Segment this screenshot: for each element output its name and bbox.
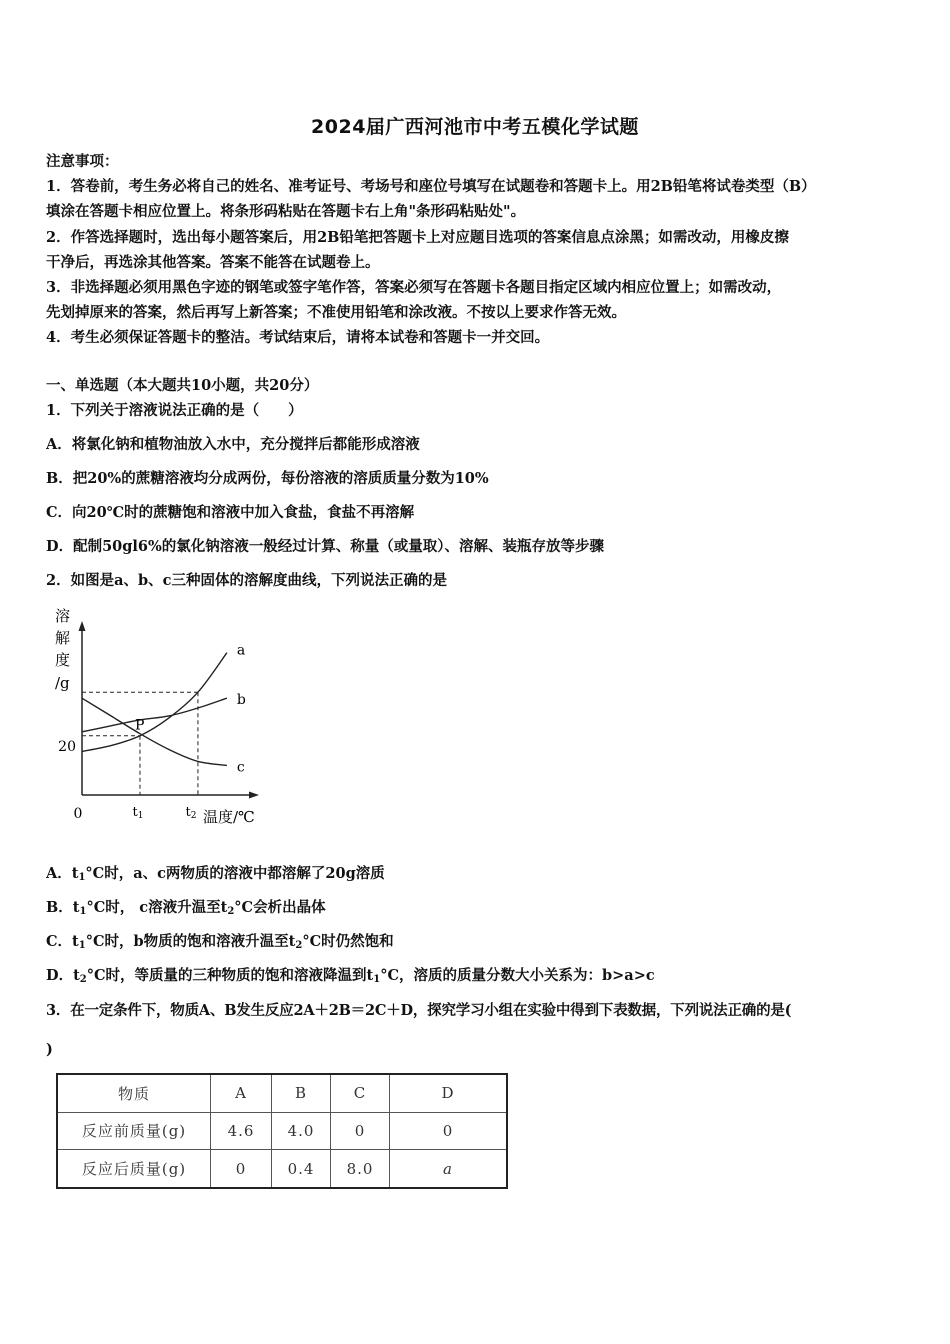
ylabel-char: 度 — [55, 651, 71, 669]
q2-option-a — [46, 864, 908, 888]
notice-line: 4．考生必须保证答题卡的整洁。考试结束后，请将本试卷和答题卡一并交回。 — [46, 329, 550, 346]
table-header-cell: 物质 — [57, 1074, 211, 1112]
q2b-part: °C时， c溶液升温至t — [86, 899, 228, 916]
q1-option-d: D．配制50gl6%的氯化钠溶液一般经过计算、称量（或量取）、溶解、装瓶存放等步骤 — [46, 538, 605, 555]
intersection-point-label: P — [135, 717, 145, 734]
q2c-sub: 2 — [295, 940, 303, 951]
q2c-part: C．t — [46, 933, 79, 950]
ylabel-char: 溶 — [55, 607, 71, 625]
q2d-part: °C时，等质量的三种物质的饱和溶液降温到t — [86, 967, 374, 984]
curve-label-c: c — [236, 759, 245, 776]
q1-option-a: A．将氯化钠和植物油放入水中，充分搅拌后都能形成溶液 — [46, 436, 420, 453]
solubility-chart — [48, 605, 278, 830]
x-axis-label: 温度/℃ — [203, 808, 255, 826]
x-axis-arrow — [249, 792, 259, 799]
curve-label-b: b — [236, 692, 246, 709]
notice-line: 干净后，再选涂其他答案。答案不能答在试题卷上。 — [46, 254, 380, 271]
curve-b — [82, 698, 227, 732]
y-tick-label: 20 — [58, 739, 76, 755]
notice-line: 填涂在答题卡相应位置上。将条形码粘贴在答题卡右上角"条形码粘贴处"。 — [46, 203, 526, 220]
x-tick-t1: t1 — [132, 805, 144, 821]
ylabel-char: 解 — [55, 629, 71, 647]
table-row — [57, 1112, 507, 1149]
q3-stem: 3．在一定条件下，物质A、B发生反应2A＋2B＝2C＋D，探究学习小组在实验中得到下表数据，下列说法正确的是( — [46, 1002, 792, 1019]
origin-label: 0 — [73, 806, 83, 822]
q2-stem: 2．如图是a、b、c三种固体的溶解度曲线，下列说法正确的是 — [46, 572, 447, 589]
q2b-part: B．t — [46, 899, 80, 916]
table-cell: 反应后质量(g) — [57, 1150, 211, 1188]
q2b-part: °C会析出晶体 — [234, 899, 326, 916]
table-cell: 反应前质量(g) — [57, 1112, 211, 1149]
ylabel-unit: /g — [55, 674, 70, 692]
q3-data-table — [56, 1073, 508, 1189]
curve-c — [82, 698, 227, 765]
q2a-sub: 1 — [78, 872, 86, 883]
page-title: 2024届广西河池市中考五模化学试题 — [311, 116, 639, 138]
q2-option-b — [46, 898, 908, 922]
x-tick-t1-sub: 1 — [137, 811, 144, 821]
q2d-part: D．t — [46, 967, 80, 984]
chart-guides — [82, 692, 198, 795]
q1-option-b: B．把20%的蔗糖溶液均分成两份，每份溶液的溶质质量分数为10% — [46, 470, 489, 487]
table-cell: 8.0 — [331, 1150, 390, 1188]
table-header-row — [57, 1074, 507, 1112]
curve-label-a: a — [236, 642, 246, 659]
notice-line: 2．作答选择题时，选出每小题答案后，用2B铅笔把答题卡上对应题目选项的答案信息点涂黑；如需改动，用橡皮擦 — [46, 229, 789, 246]
table-cell: 4.0 — [272, 1112, 331, 1149]
section-heading: 一、单选题（本大题共10小题，共20分） — [46, 377, 319, 394]
q3-stem-end: ) — [46, 1041, 53, 1058]
table-header-cell: C — [331, 1074, 390, 1112]
q2-option-c — [46, 932, 908, 956]
table-header-cell: D — [390, 1074, 508, 1112]
table-cell: 4.6 — [211, 1112, 272, 1149]
x-tick-t2: t2 — [185, 805, 197, 821]
table-header-cell: A — [211, 1074, 272, 1112]
q2c-part: °C时，b物质的饱和溶液升温至t — [85, 933, 296, 950]
q2a-part: °C时，a、c两物质的溶液中都溶解了20g溶质 — [85, 865, 385, 882]
notice-heading: 注意事项： — [46, 153, 119, 170]
notice-line: 3．非选择题必须用黑色字迹的钢笔或签字笔作答，答案必须写在答题卡各题目指定区域内相应位置上；如需改动， — [46, 279, 782, 296]
q2d-sub: 2 — [79, 974, 87, 985]
q1-option-c: C．向20℃时的蔗糖饱和溶液中加入食盐，食盐不再溶解 — [46, 504, 415, 521]
table-cell: 0.4 — [272, 1150, 331, 1188]
table-cell: 0 — [331, 1112, 390, 1149]
chart-lines — [82, 643, 246, 776]
q2d-sub: 1 — [373, 974, 381, 985]
q1-stem: 1．下列关于溶液说法正确的是（ ） — [46, 402, 303, 419]
table-cell: 0 — [390, 1112, 508, 1149]
x-tick-t2-sub: 2 — [190, 811, 197, 821]
q2b-sub: 1 — [79, 906, 87, 917]
notice-line: 1．答卷前，考生务必将自己的姓名、准考证号、考场号和座位号填写在试题卷和答题卡上。用2B铅笔将试卷类型（B） — [46, 178, 816, 195]
q2-option-d — [46, 966, 908, 990]
q2a-part: A．t — [46, 865, 79, 882]
table-row — [57, 1150, 507, 1188]
q2c-part: °C时仍然饱和 — [302, 933, 394, 950]
y-axis-arrow — [79, 621, 86, 631]
table-header-cell: B — [272, 1074, 331, 1112]
curve-a — [82, 653, 227, 752]
q2c-sub: 1 — [78, 940, 86, 951]
table-cell: 0 — [211, 1150, 272, 1188]
q2d-part: °C，溶质的质量分数大小关系为：b>a>c — [380, 967, 655, 984]
notice-line: 先划掉原来的答案，然后再写上新答案；不准使用铅笔和涂改液。不按以上要求作答无效。 — [46, 304, 626, 321]
table-cell: a — [390, 1150, 508, 1188]
q2b-sub: 2 — [227, 906, 235, 917]
